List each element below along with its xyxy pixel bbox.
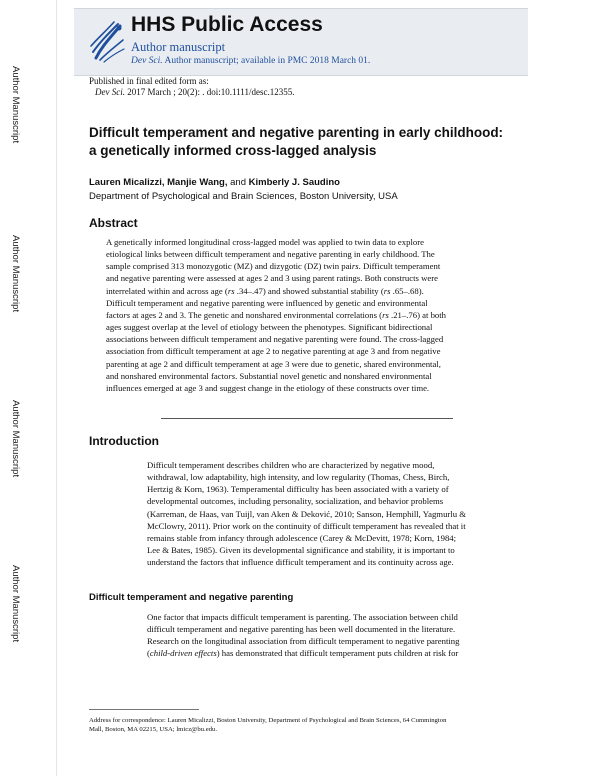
- abstract-line: and nonshared environmental factors. Substantial novel genetic and nonshared environmental: [106, 370, 432, 381]
- intro-line: (Karreman, de Haas, van Tuijl, van Aken & Deković, 2010; Sanson, Hemphill, Yagmurlu &: [147, 508, 466, 519]
- intro-line: McClowry, 2011). Prior work on the continuity of difficult temperament has revealed that it: [147, 520, 466, 531]
- margin-rule: [56, 0, 57, 776]
- subsection-line: (child-driven effects) has demonstrated that difficult temperament puts children at risk for: [147, 648, 459, 659]
- abstract-line: interrelated within and across age (rs .34–.47) and showed substantial stability (rs .65–.68).: [106, 285, 424, 296]
- subsection-line: difficult temperament and negative parenting has been well documented in the literature.: [147, 624, 456, 635]
- author-list: [89, 177, 340, 188]
- published-label: Published in final edited form as:: [89, 76, 209, 86]
- author-manuscript-subtitle: Author manuscript: [131, 40, 226, 54]
- authors-names: Lauren Micalizzi, Manjie Wang,: [89, 177, 228, 188]
- side-label-author-manuscript: Author Manuscript: [10, 235, 21, 313]
- affiliation: Department of Psychological and Brain Sciences, Boston University, USA: [89, 191, 398, 202]
- footnote-line: Address for correspondence: Lauren Micalizzi, Boston University, Department of Psychological and Brain Sciences, 64 Cummington: [89, 717, 447, 724]
- correspondence-footnote: [89, 716, 446, 734]
- intro-line: remains stable from infancy through adolescence (Carey & McDevitt, 1978; Korn, 1984;: [147, 532, 457, 543]
- intro-line: withdrawal, low adaptability, high intensity, and low regularity (Thomas, Chess, Birch,: [147, 472, 450, 483]
- abstract-line: Difficult temperament and negative parenting were influenced by genetic and environmental: [106, 297, 428, 308]
- abstract-divider: [161, 418, 453, 419]
- article-title-line: Difficult temperament and negative parenting in early childhood:: [89, 125, 504, 140]
- abstract-line: influences emerged at age 3 and suggest change in the etiology of these constructs over time.: [106, 382, 430, 393]
- introduction-body: [147, 459, 466, 568]
- footnote-divider: [89, 709, 199, 710]
- abstract-line: A genetically informed longitudinal cross-lagged model was applied to twin data to explore: [106, 237, 424, 247]
- abstract-line: factors at ages 2 and 3. The genetic and nonshared environmental correlations (rs .21–.76) at both: [106, 309, 447, 320]
- footnote-line: Mall, Boston, MA 02215, USA; lmicz@bu.edu.: [89, 726, 218, 733]
- subsection-body: [147, 611, 460, 660]
- abstract-heading: Abstract: [89, 216, 138, 230]
- authors-and: and: [227, 177, 249, 188]
- abstract-body: [106, 236, 446, 394]
- subsection-line: One factor that impacts difficult temperament is parenting. The association between child: [147, 612, 458, 622]
- intro-line: Difficult temperament describes children who are characterized by negative mood,: [147, 460, 435, 470]
- author-last: Kimberly J. Saudino: [248, 177, 340, 188]
- abstract-line: associations between difficult temperament and negative parenting were found. The cross-lagged: [106, 334, 444, 345]
- side-label-author-manuscript: Author Manuscript: [10, 66, 21, 144]
- subsection-heading: Difficult temperament and negative parenting: [89, 592, 294, 603]
- journal-availability-line: Dev Sci. Author manuscript; available in PMC 2018 March 01.: [131, 56, 371, 66]
- abstract-line: and negative parenting were assessed at ages 2 and 3 using parent ratings. Both constructs were: [106, 273, 438, 284]
- intro-line: Lee & Bates, 1985). Given its developmental significance and stability, it is important to: [147, 545, 455, 556]
- citation-line: Dev Sci. 2017 March ; 20(2): . doi:10.1111/desc.12355.: [95, 87, 295, 97]
- abstract-line: sample comprised 313 monozygotic (MZ) and dizygotic (DZ) twin pairs. Difficult temperament: [106, 261, 441, 272]
- side-label-author-manuscript: Author Manuscript: [10, 565, 21, 643]
- hhs-eagle-logo-icon: [86, 16, 126, 66]
- article-title-line: a genetically informed cross-lagged analysis: [89, 143, 377, 158]
- hhs-public-access-title: HHS Public Access: [131, 13, 323, 36]
- intro-line: understand the factors that influence difficult temperament and its continuity across age.: [147, 557, 454, 568]
- abstract-line: ages suggest overlap at the level of etiology between the phenotypes. Significant bidirectional: [106, 322, 433, 333]
- intro-line: Hertzig & Korn, 1963). Temperamental difficulty has been associated with a variety of: [147, 484, 449, 495]
- article-title: [89, 124, 529, 160]
- intro-line: developmental outcomes, including personality, socialization, and behavior problems: [147, 496, 444, 507]
- side-label-author-manuscript: Author Manuscript: [10, 400, 21, 478]
- abstract-line: association from difficult temperament at age 2 to negative parenting at age 3 and from negative: [106, 346, 441, 357]
- publication-info: [89, 76, 294, 98]
- abstract-line: parenting at age 2 and difficult temperament at age 3 were due to genetic, shared environmental,: [106, 358, 441, 369]
- introduction-heading: Introduction: [89, 434, 159, 448]
- abstract-line: etiological links between difficult temperament and negative parenting in early childhood. The: [106, 249, 435, 260]
- subsection-line: Research on the longitudinal association from difficult temperament to negative parenting: [147, 636, 460, 647]
